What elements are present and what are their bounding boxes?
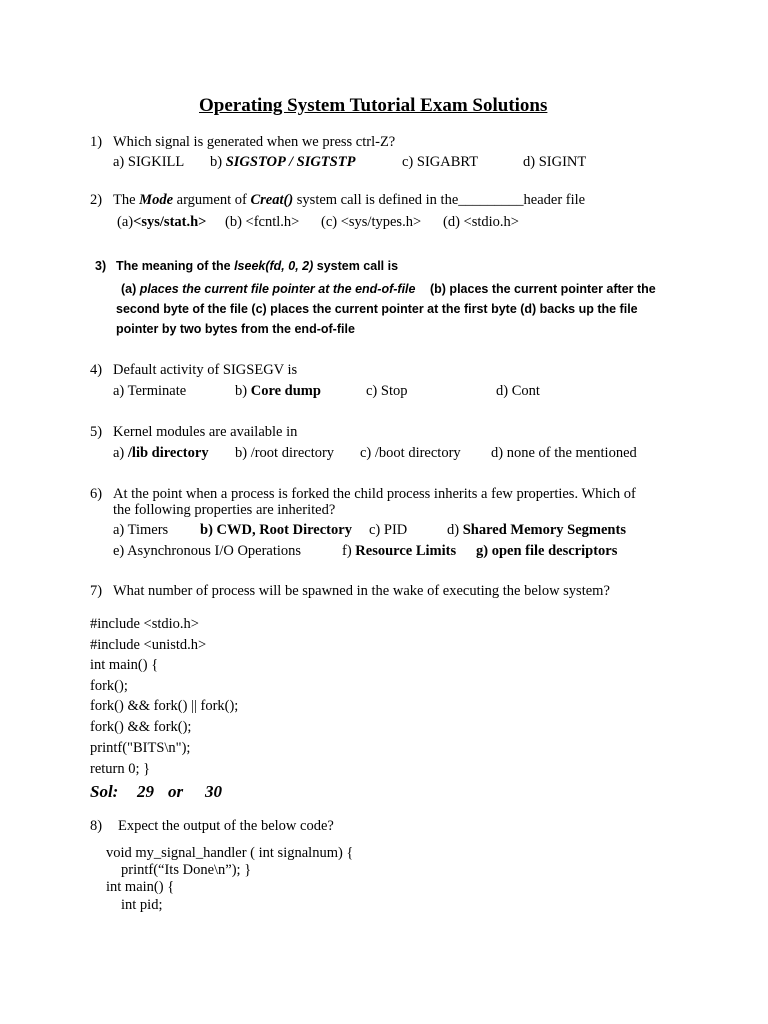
- keyword-creat: Creat(): [250, 192, 294, 208]
- code-line: fork() && fork() || fork();: [90, 698, 239, 714]
- correct-answer: places the current file pointer at the end-of-file: [139, 282, 416, 296]
- question-text-line-1: At the point when a process is forked the child process inherits a few properties. Which of: [113, 486, 636, 502]
- code-line: #include <stdio.h>: [90, 616, 199, 632]
- question-number: 5): [90, 424, 103, 440]
- option-label: b): [235, 383, 251, 399]
- correct-answer: SIGSTOP / SIGTSTP: [225, 154, 356, 170]
- text-segment: argument of: [173, 192, 251, 208]
- code-line: int pid;: [121, 897, 163, 913]
- question-text: Which signal is generated when we press ctrl-Z?: [113, 134, 396, 150]
- option-a: [113, 446, 209, 461]
- option-label: (a): [121, 282, 140, 296]
- question-text: Expect the output of the below code?: [118, 818, 334, 834]
- question-text: [116, 260, 398, 273]
- option-label: f): [342, 543, 356, 559]
- code-line: fork() && fork();: [90, 719, 192, 735]
- option-c: c) Stop: [366, 383, 408, 399]
- option-b: [210, 155, 355, 170]
- code-line: #include <unistd.h>: [90, 637, 207, 653]
- option-b: b) CWD, Root Directory: [200, 522, 352, 538]
- keyword-mode: Mode: [139, 192, 174, 208]
- option-b: b) /root directory: [235, 445, 335, 461]
- page-title: Operating System Tutorial Exam Solutions: [199, 95, 548, 116]
- question-text: What number of process will be spawned in the wake of executing the below system?: [113, 583, 610, 599]
- option-a: a) SIGKILL: [113, 154, 185, 170]
- question-text: [113, 193, 585, 208]
- option-label: b): [210, 154, 226, 170]
- option-d: d) none of the mentioned: [491, 445, 637, 461]
- code-line: printf(“Its Done\n”); }: [121, 862, 252, 878]
- question-number: 3): [95, 259, 107, 273]
- option-f: [342, 544, 456, 559]
- correct-answer: <sys/stat.h>: [133, 214, 207, 230]
- option-label: a): [113, 445, 128, 461]
- option-c: c) /boot directory: [360, 445, 461, 461]
- code-line: int main() {: [106, 879, 175, 895]
- options-line-2: second byte of the file (c) places the current pointer at the first byte (d) backs up the file: [116, 302, 638, 316]
- option-a: a) Terminate: [113, 383, 187, 399]
- solution-or: or: [168, 782, 184, 801]
- question-text-line-2: the following properties are inherited?: [113, 502, 336, 518]
- question-text: Kernel modules are available in: [113, 424, 298, 440]
- question-number: 8): [90, 818, 103, 834]
- question-text: Default activity of SIGSEGV is: [113, 362, 298, 378]
- solution-value: 29: [137, 782, 154, 801]
- correct-answer: Shared Memory Segments: [462, 522, 626, 538]
- option-d: d) Cont: [496, 383, 540, 399]
- option-e: e) Asynchronous I/O Operations: [113, 543, 302, 559]
- option-c: (c) <sys/types.h>: [321, 214, 422, 230]
- question-number: 4): [90, 362, 103, 378]
- correct-answer: /lib directory: [127, 445, 209, 461]
- option-d: d) SIGINT: [523, 154, 587, 170]
- option-d: (d) <stdio.h>: [443, 214, 519, 230]
- option-d: [447, 523, 626, 538]
- option-a: a) Timers: [113, 522, 169, 538]
- option-b: [235, 384, 321, 399]
- text-segment: The meaning of the: [116, 259, 235, 273]
- question-number: 6): [90, 486, 103, 502]
- options-line-3: pointer by two bytes from the end-of-file: [116, 322, 355, 336]
- code-line: fork();: [90, 678, 128, 694]
- question-number: 1): [90, 134, 103, 150]
- solution-label: Sol:: [90, 782, 119, 801]
- question-number: 7): [90, 583, 103, 599]
- text-segment: The: [113, 192, 140, 208]
- correct-answer: Core dump: [250, 383, 321, 399]
- code-line: void my_signal_handler ( int signalnum) {: [106, 845, 354, 861]
- solution-value: 30: [205, 782, 222, 801]
- option-a: [117, 215, 206, 230]
- code-line: printf("BITS\n");: [90, 740, 191, 756]
- keyword-lseek: lseek(fd, 0, 2): [234, 259, 314, 273]
- option-c: c) SIGABRT: [402, 154, 479, 170]
- code-line: int main() {: [90, 657, 159, 673]
- option-label: d): [447, 522, 463, 538]
- option-c: c) PID: [369, 522, 408, 538]
- text-segment: system call is: [313, 259, 399, 273]
- correct-answer: Resource Limits: [355, 543, 457, 559]
- option-a: [121, 283, 415, 296]
- option-label: (a): [117, 214, 134, 230]
- option-b: (b) <fcntl.h>: [225, 214, 300, 230]
- option-g: g) open file descriptors: [476, 543, 618, 559]
- option-b: (b) places the current pointer after the: [430, 282, 656, 296]
- code-line: return 0; }: [90, 761, 151, 777]
- question-number: 2): [90, 192, 103, 208]
- text-segment: system call is defined in the_________header file: [293, 192, 586, 208]
